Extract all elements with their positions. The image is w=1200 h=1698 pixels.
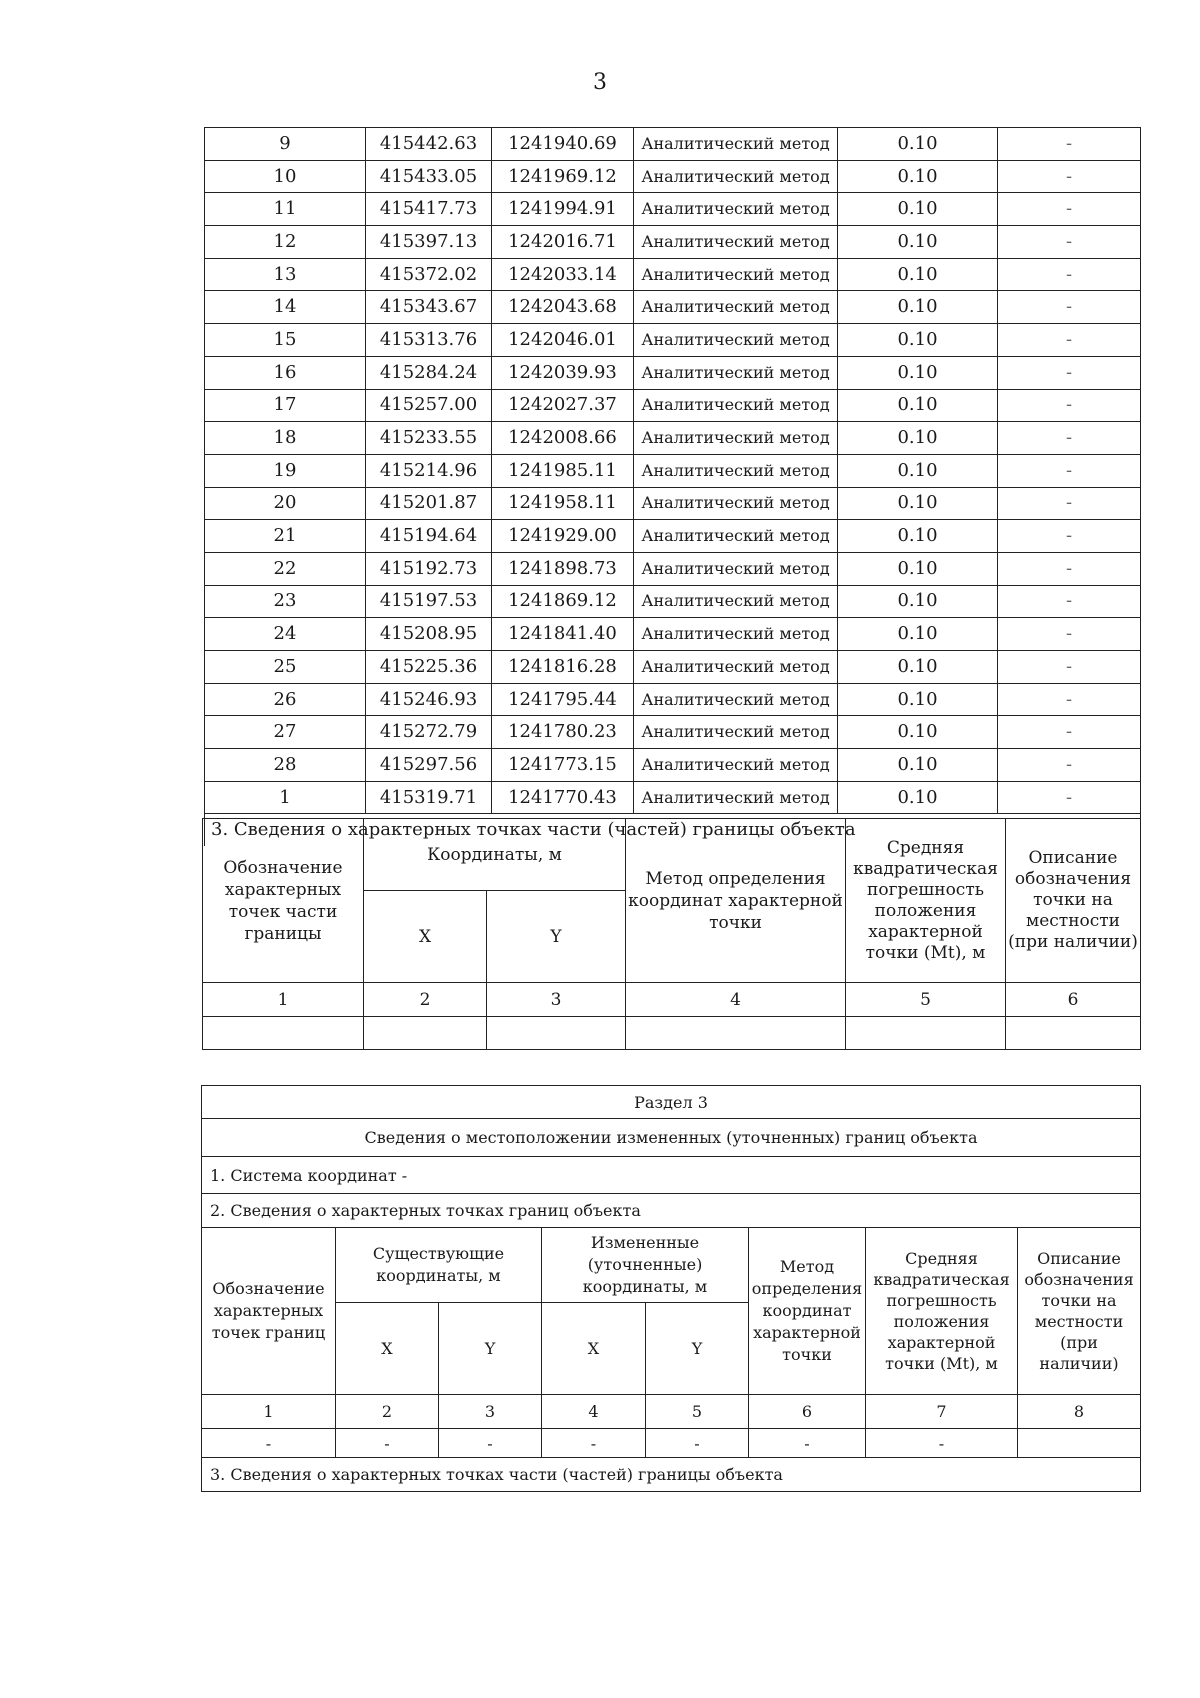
column-number: 3 [487, 983, 626, 1017]
coord-x: 415417.73 [366, 193, 492, 226]
section-label: Раздел 3 [202, 1086, 1141, 1119]
column-number: 5 [646, 1395, 749, 1429]
table-row [205, 422, 1141, 455]
error-mt: 0.10 [838, 585, 998, 618]
method: Аналитический метод [634, 552, 838, 585]
header-x: X [364, 891, 487, 983]
point-number: 25 [205, 651, 366, 684]
header-designation: Обозначение характерных точек границ [202, 1228, 336, 1395]
column-number: 7 [866, 1395, 1018, 1429]
header-description: Описание обозначения точки на местности (при наличии) [1006, 819, 1141, 983]
point-number: 16 [205, 356, 366, 389]
error-mt: 0.10 [838, 356, 998, 389]
table-row [205, 389, 1141, 422]
header-method: Метод определения координат характерной точки [626, 819, 846, 983]
method: Аналитический метод [634, 487, 838, 520]
coord-y: 1241958.11 [492, 487, 634, 520]
description: - [998, 683, 1141, 716]
error-mt: 0.10 [838, 226, 998, 259]
coord-y: 1242043.68 [492, 291, 634, 324]
method: Аналитический метод [634, 651, 838, 684]
column-number: 4 [542, 1395, 646, 1429]
method: Аналитический метод [634, 454, 838, 487]
table-row [205, 781, 1141, 814]
error-mt: 0.10 [838, 128, 998, 161]
point-number: 12 [205, 226, 366, 259]
method: Аналитический метод [634, 618, 838, 651]
header-method: Метод определения координат характерной точки [749, 1228, 866, 1395]
description: - [998, 389, 1141, 422]
coord-y: 1242046.01 [492, 324, 634, 357]
description: - [998, 520, 1141, 553]
point-number: 21 [205, 520, 366, 553]
error-mt: 0.10 [838, 716, 998, 749]
error-mt: 0.10 [838, 258, 998, 291]
point-number: 9 [205, 128, 366, 161]
coord-y: 1242033.14 [492, 258, 634, 291]
point-number: 18 [205, 422, 366, 455]
column-number: 3 [439, 1395, 542, 1429]
table-row [205, 324, 1141, 357]
method: Аналитический метод [634, 683, 838, 716]
coord-x: 415197.53 [366, 585, 492, 618]
coord-y: 1242016.71 [492, 226, 634, 259]
description: - [998, 226, 1141, 259]
description: - [998, 454, 1141, 487]
error-mt: 0.10 [838, 651, 998, 684]
description: - [998, 356, 1141, 389]
table-row [205, 520, 1141, 553]
description: - [998, 422, 1141, 455]
error-mt: 0.10 [838, 749, 998, 782]
description: - [998, 585, 1141, 618]
coord-y: 1242039.93 [492, 356, 634, 389]
coord-x: 415372.02 [366, 258, 492, 291]
table-row [205, 226, 1141, 259]
method: Аналитический метод [634, 716, 838, 749]
error-mt: 0.10 [838, 487, 998, 520]
coord-x: 415284.24 [366, 356, 492, 389]
point-number: 28 [205, 749, 366, 782]
header-changed-x: X [542, 1303, 646, 1395]
point-number: 14 [205, 291, 366, 324]
description: - [998, 651, 1141, 684]
table-row [205, 716, 1141, 749]
method: Аналитический метод [634, 226, 838, 259]
method: Аналитический метод [634, 749, 838, 782]
page-number: 3 [593, 70, 607, 95]
header-error: Средняя квадратическая погрешность положения характерной точки (Mt), м [866, 1228, 1018, 1395]
description: - [998, 618, 1141, 651]
point-number: 15 [205, 324, 366, 357]
error-mt: 0.10 [838, 389, 998, 422]
point-number: 17 [205, 389, 366, 422]
cell: - [439, 1429, 542, 1458]
header-error: Средняя квадратическая погрешность положения характерной точки (Mt), м [846, 819, 1006, 983]
error-mt: 0.10 [838, 618, 998, 651]
coord-y: 1241940.69 [492, 128, 634, 161]
coord-y: 1241795.44 [492, 683, 634, 716]
description: - [998, 324, 1141, 357]
coord-x: 415192.73 [366, 552, 492, 585]
table-row [205, 552, 1141, 585]
coord-y: 1241773.15 [492, 749, 634, 782]
column-number: 1 [202, 1395, 336, 1429]
cell: - [202, 1429, 336, 1458]
points-table [204, 127, 1141, 846]
point-number: 11 [205, 193, 366, 226]
error-mt: 0.10 [838, 422, 998, 455]
column-number: 1 [203, 983, 364, 1017]
razdel-3-table [201, 1085, 1141, 1492]
method: Аналитический метод [634, 160, 838, 193]
error-mt: 0.10 [838, 781, 998, 814]
description: - [998, 552, 1141, 585]
method: Аналитический метод [634, 389, 838, 422]
point-number: 22 [205, 552, 366, 585]
table-row [205, 454, 1141, 487]
cell: - [336, 1429, 439, 1458]
coord-x: 415208.95 [366, 618, 492, 651]
error-mt: 0.10 [838, 193, 998, 226]
description: - [998, 128, 1141, 161]
points-table-body [205, 128, 1141, 814]
coord-x: 415397.13 [366, 226, 492, 259]
coord-y: 1241994.91 [492, 193, 634, 226]
error-mt: 0.10 [838, 552, 998, 585]
point-number: 24 [205, 618, 366, 651]
table-row [205, 487, 1141, 520]
method: Аналитический метод [634, 324, 838, 357]
point-number: 27 [205, 716, 366, 749]
column-number-row [202, 1395, 1141, 1429]
method: Аналитический метод [634, 356, 838, 389]
coord-y: 1242027.37 [492, 389, 634, 422]
table-row [205, 258, 1141, 291]
error-mt: 0.10 [838, 160, 998, 193]
table-row [205, 193, 1141, 226]
table-row [205, 749, 1141, 782]
column-number: 4 [626, 983, 846, 1017]
header-description: Описание обозначения точки на местности (при наличии) [1018, 1228, 1141, 1395]
coord-x: 415246.93 [366, 683, 492, 716]
error-mt: 0.10 [838, 683, 998, 716]
cell: - [749, 1429, 866, 1458]
header-changed-y: Y [646, 1303, 749, 1395]
coord-y: 1241770.43 [492, 781, 634, 814]
description: - [998, 781, 1141, 814]
method: Аналитический метод [634, 128, 838, 161]
description: - [998, 716, 1141, 749]
header-designation: Обозначение характерных точек части границы [203, 819, 364, 983]
point-number: 23 [205, 585, 366, 618]
header-existing-y: Y [439, 1303, 542, 1395]
method: Аналитический метод [634, 520, 838, 553]
point-number: 10 [205, 160, 366, 193]
column-number: 2 [336, 1395, 439, 1429]
error-mt: 0.10 [838, 324, 998, 357]
coord-y: 1241985.11 [492, 454, 634, 487]
description: - [998, 193, 1141, 226]
cell: - [866, 1429, 1018, 1458]
point-number: 1 [205, 781, 366, 814]
table-row [205, 291, 1141, 324]
coord-x: 415313.76 [366, 324, 492, 357]
method: Аналитический метод [634, 291, 838, 324]
coord-y: 1242008.66 [492, 422, 634, 455]
coord-y: 1241969.12 [492, 160, 634, 193]
column-number: 6 [1006, 983, 1141, 1017]
point-number: 26 [205, 683, 366, 716]
header-existing-x: X [336, 1303, 439, 1395]
coordinate-system: 1. Система координат - [202, 1157, 1141, 1194]
column-number: 2 [364, 983, 487, 1017]
coord-y: 1241929.00 [492, 520, 634, 553]
coord-x: 415297.56 [366, 749, 492, 782]
coord-x: 415201.87 [366, 487, 492, 520]
coord-y: 1241869.12 [492, 585, 634, 618]
empty-row [203, 1017, 1141, 1050]
coord-x: 415272.79 [366, 716, 492, 749]
error-mt: 0.10 [838, 291, 998, 324]
description: - [998, 160, 1141, 193]
column-number-row [203, 983, 1141, 1017]
description: - [998, 291, 1141, 324]
coord-x: 415257.00 [366, 389, 492, 422]
column-number: 8 [1018, 1395, 1141, 1429]
part-heading: 3. Сведения о характерных точках части (частей) границы объекта [202, 1458, 1141, 1492]
cell [1018, 1429, 1141, 1458]
coord-y: 1241816.28 [492, 651, 634, 684]
description: - [998, 258, 1141, 291]
coord-x: 415442.63 [366, 128, 492, 161]
coord-x: 415343.67 [366, 291, 492, 324]
part-boundary-note: 3. Сведения о характерных точках части (частей) границы объекта [205, 814, 1141, 846]
description: - [998, 487, 1141, 520]
part-points-table [202, 818, 1141, 1050]
error-mt: 0.10 [838, 520, 998, 553]
header-y: Y [487, 891, 626, 983]
column-number: 6 [749, 1395, 866, 1429]
coord-x: 415194.64 [366, 520, 492, 553]
empty-data-row [202, 1429, 1141, 1458]
coord-x: 415225.36 [366, 651, 492, 684]
table-row [205, 356, 1141, 389]
point-number: 20 [205, 487, 366, 520]
coord-x: 415214.96 [366, 454, 492, 487]
points-heading: 2. Сведения о характерных точках границ объекта [202, 1194, 1141, 1228]
method: Аналитический метод [634, 193, 838, 226]
section-title: Сведения о местоположении измененных (уточненных) границ объекта [202, 1119, 1141, 1157]
header-coordinates: Координаты, м [364, 819, 626, 891]
coord-x: 415433.05 [366, 160, 492, 193]
coord-y: 1241898.73 [492, 552, 634, 585]
error-mt: 0.10 [838, 454, 998, 487]
method: Аналитический метод [634, 258, 838, 291]
table-row [205, 651, 1141, 684]
point-number: 19 [205, 454, 366, 487]
cell: - [646, 1429, 749, 1458]
method: Аналитический метод [634, 585, 838, 618]
method: Аналитический метод [634, 781, 838, 814]
header-changed-coordinates: Измененные (уточненные) координаты, м [542, 1228, 749, 1303]
point-number: 13 [205, 258, 366, 291]
table-row [205, 585, 1141, 618]
column-number: 5 [846, 983, 1006, 1017]
method: Аналитический метод [634, 422, 838, 455]
table-row [205, 128, 1141, 161]
coord-y: 1241841.40 [492, 618, 634, 651]
header-existing-coordinates: Существующие координаты, м [336, 1228, 542, 1303]
cell: - [542, 1429, 646, 1458]
description: - [998, 749, 1141, 782]
table-row [205, 160, 1141, 193]
table-row [205, 683, 1141, 716]
coord-x: 415233.55 [366, 422, 492, 455]
table-row [205, 618, 1141, 651]
coord-x: 415319.71 [366, 781, 492, 814]
coord-y: 1241780.23 [492, 716, 634, 749]
